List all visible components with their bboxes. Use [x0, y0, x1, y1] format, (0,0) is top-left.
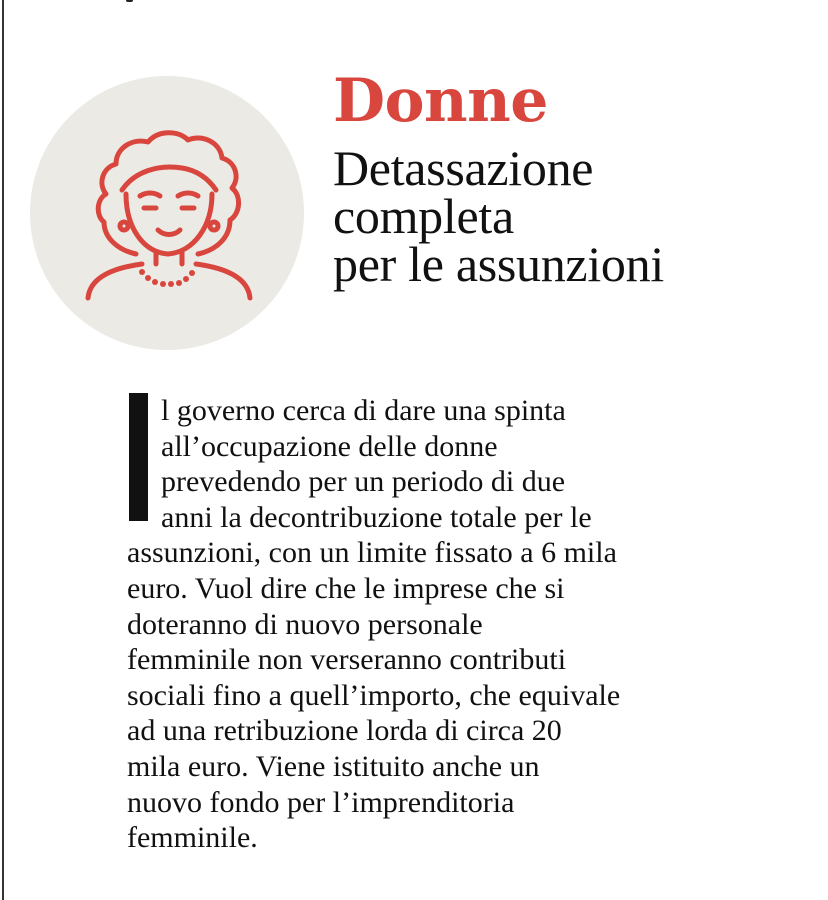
- headline: [333, 140, 803, 292]
- column-divider: [2, 0, 4, 900]
- woman-icon: [30, 76, 304, 350]
- body-line: prevedendo per un periodo di due: [161, 465, 566, 499]
- headline-line: completa: [333, 188, 514, 244]
- heading-block: [333, 64, 803, 292]
- drop-cap: [129, 393, 148, 521]
- headline-line: Detassazione: [333, 140, 594, 196]
- illustration-circle: [30, 76, 304, 350]
- body-line: doteranno di nuovo personale: [127, 607, 483, 641]
- body-line: l governo cerca di dare una spinta: [161, 394, 566, 427]
- body-line: sociali fino a quell’importo, che equivale: [127, 678, 621, 712]
- cropped-text-fragment: [126, 0, 133, 2]
- body-line: assunzioni, con un limite fissato a 6 mila: [127, 536, 617, 570]
- section-kicker: Donne: [333, 66, 548, 136]
- body-line: euro. Vuol dire che le imprese che si: [127, 571, 565, 605]
- body-line: all’occupazione delle donne: [161, 429, 498, 463]
- body-line: nuovo fondo per l’imprenditoria: [127, 785, 515, 819]
- body-line: anni la decontribuzione totale per le: [161, 500, 592, 534]
- body-line: femminile non verseranno contributi: [127, 643, 567, 677]
- headline-line: per le assunzioni: [333, 236, 664, 292]
- article-body: [127, 393, 777, 856]
- body-line: femminile.: [127, 821, 258, 855]
- body-line: mila euro. Viene istituito anche un: [127, 749, 540, 783]
- body-line: ad una retribuzione lorda di circa 20: [127, 714, 562, 748]
